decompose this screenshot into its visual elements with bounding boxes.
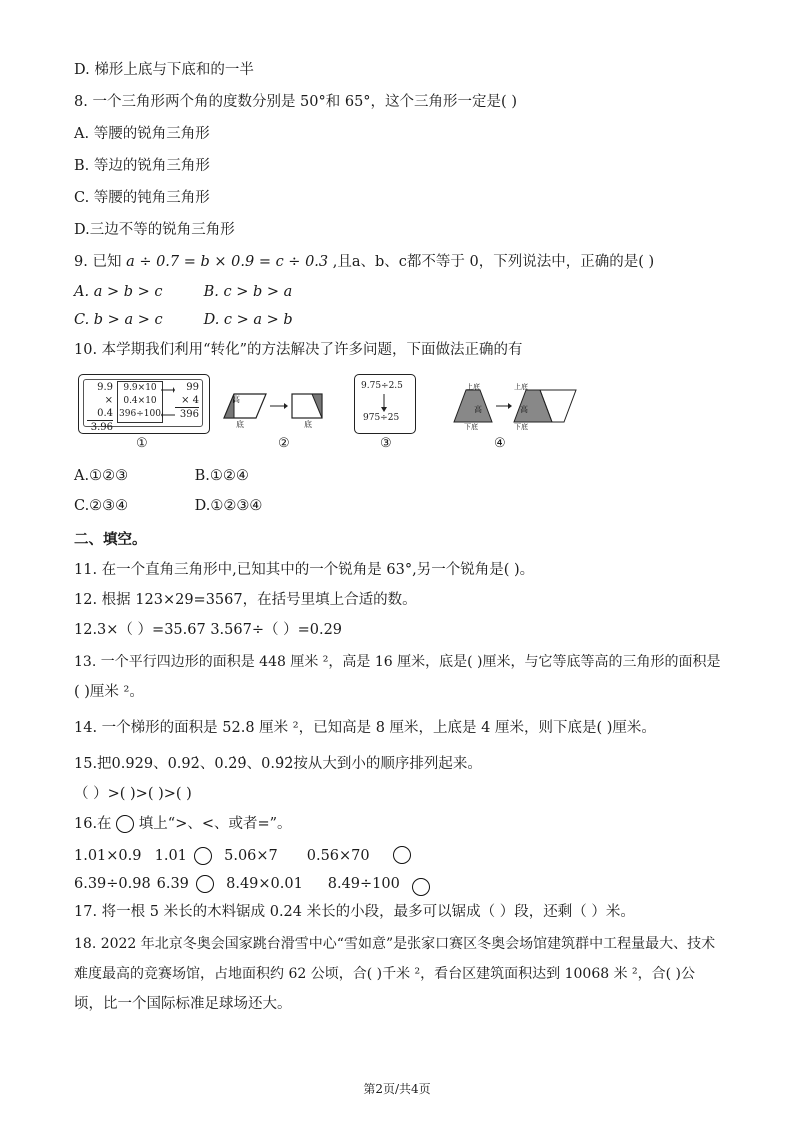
f1-arrows (161, 381, 175, 421)
f4-height-label-2: 高 (520, 405, 528, 414)
question-10: 10. 本学期我们利用“转化”的方法解决了许多问题，下面做法正确的有 (74, 342, 523, 358)
question-16 (74, 814, 292, 834)
q10-option-b: B.①②④ (194, 468, 249, 484)
question-11: 11. 在一个直角三角形中,已知其中的一个锐角是 63°,另一个锐角是( )。 (74, 562, 535, 578)
question-18-line3: 顷，比一个国际标准足球场还大。 (74, 996, 292, 1012)
answer-circle-3[interactable] (196, 875, 214, 893)
question-13-line2: ( )厘米 ²。 (74, 684, 144, 700)
f1-box-1: 9.9×10 (123, 383, 157, 393)
f2-base-label-2: 底 (304, 420, 312, 429)
q16-b4: 8.49÷100 (327, 876, 400, 892)
f3-top-expr: 9.75÷2.5 (361, 381, 403, 391)
q10-options-row1 (74, 466, 249, 486)
question-15-blanks: （ ）>( )>( )>( ) (74, 786, 192, 802)
q10-options-row2 (74, 496, 262, 516)
f4-bottom-label-2: 下底 (514, 423, 528, 431)
f1-vertical-3: 3.96 (90, 422, 113, 433)
q8-option-d: D.三边不等的锐角三角形 (74, 222, 235, 238)
f3-caption: ③ (380, 436, 392, 451)
question-14: 14. 一个梯形的面积是 52.8 厘米 ²，已知高是 8 厘米，上底是 4 厘米，则下底是( )厘米。 (74, 720, 656, 736)
q9-prefix: 9. 已知 (74, 254, 122, 270)
q7-option-d: D. 梯形上底与下底和的一半 (74, 62, 254, 78)
figure-1 (78, 374, 210, 434)
q10-option-a: A.①②③ (74, 468, 129, 484)
q16-suffix: 填上“>、<、或者=”。 (138, 816, 292, 832)
f1-caption: ① (136, 436, 148, 451)
q9-options-row2 (74, 310, 293, 330)
q16-row-1 (74, 846, 370, 866)
q16-row-2 (74, 874, 400, 894)
question-12: 12. 根据 123×29=3567，在括号里填上合适的数。 (74, 592, 417, 608)
question-9 (74, 252, 654, 272)
answer-circle-4[interactable] (412, 878, 430, 896)
q16-a3: 5.06×7 (224, 848, 278, 864)
q9-option-b: B. c > b > a (203, 284, 293, 300)
f1-vertical-2: × 0.4 (87, 394, 113, 421)
q9-option-d: D. c > a > b (203, 312, 293, 328)
question-18-line2: 难度最高的竞赛场馆，占地面积约 62 公顷，合( )千米 ²，看台区建筑面积达到 10068 米 ²，合( )公 (74, 966, 696, 982)
question-12-blanks: 12.3×（ ）=35.67 3.567÷（ ）=0.29 (74, 622, 343, 638)
f2-caption: ② (278, 436, 290, 451)
q16-b3: 8.49×0.01 (226, 876, 303, 892)
f2-height-label: 高 (232, 395, 240, 404)
question-8: 8. 一个三角形两个角的度数分别是 50°和 65°，这个三角形一定是( ) (74, 94, 517, 110)
q16-b1: 6.39÷0.98 (74, 876, 151, 892)
figure-3 (354, 374, 416, 434)
question-18-line1: 18. 2022 年北京冬奥会国家跳台滑雪中心“雪如意”是张家口赛区冬奥会场馆建筑群中工程量最大、技术 (74, 936, 716, 952)
q9-equation: a ÷ 0.7 = b × 0.9 = c ÷ 0.3 (126, 254, 329, 270)
q16-a4: 0.56×70 (306, 848, 370, 864)
q16-a2: 1.01 (154, 848, 187, 864)
q8-option-b: B. 等边的锐角三角形 (74, 158, 210, 174)
q16-prefix: 16.在 (74, 816, 112, 832)
q10-option-c: C.②③④ (74, 498, 129, 514)
q16-b2: 6.39 (156, 876, 189, 892)
answer-circle-2[interactable] (393, 846, 411, 864)
question-17: 17. 将一根 5 米长的木料锯成 0.24 米长的小段，最多可以锯成（ ）段，还剩（ ）米。 (74, 904, 635, 920)
f4-height-label-1: 高 (474, 405, 482, 414)
f4-caption: ④ (494, 436, 506, 451)
f1-box-2: 0.4×10 (123, 396, 157, 406)
q9-suffix: ,且a、b、c都不等于 0，下列说法中，正确的是( ) (332, 254, 655, 270)
q8-option-a: A. 等腰的锐角三角形 (74, 126, 210, 142)
f4-top-label-2: 上底 (514, 383, 528, 391)
f1-result-2: × 4 (175, 394, 199, 408)
f1-box-3: 396÷100 (119, 409, 161, 419)
q10-option-d: D.①②③④ (194, 498, 263, 514)
question-13-line1: 13. 一个平行四边形的面积是 448 厘米 ²，高是 16 厘米，底是( )厘米，与它等底等高的三角形的面积是 (74, 654, 721, 670)
q9-option-a: A. a > b > c (74, 284, 163, 300)
f4-bottom-label-1: 下底 (464, 423, 478, 431)
q9-options-row1 (74, 282, 292, 302)
f2-base-label-1: 底 (236, 420, 244, 429)
f1-result-3: 396 (179, 409, 199, 420)
page-number: 第2页/共4页 (363, 1082, 431, 1096)
q8-option-c: C. 等腰的钝角三角形 (74, 190, 210, 206)
answer-circle-1[interactable] (194, 847, 212, 865)
f1-vertical-1: 9.9 (97, 382, 113, 393)
compare-circle-icon (116, 815, 134, 833)
f3-bottom-expr: 975÷25 (363, 413, 400, 423)
q9-option-c: C. b > a > c (74, 312, 163, 328)
question-15: 15.把0.929、0.92̇、0.2̇9̇、0.9̇2̇按从大到小的顺序排列起来。 (74, 756, 482, 772)
f4-top-label-1: 上底 (466, 383, 480, 391)
section-2-heading: 二、填空。 (74, 532, 147, 548)
q16-a1: 1.01×0.9 (74, 848, 142, 864)
f1-result-1: 99 (186, 382, 199, 393)
